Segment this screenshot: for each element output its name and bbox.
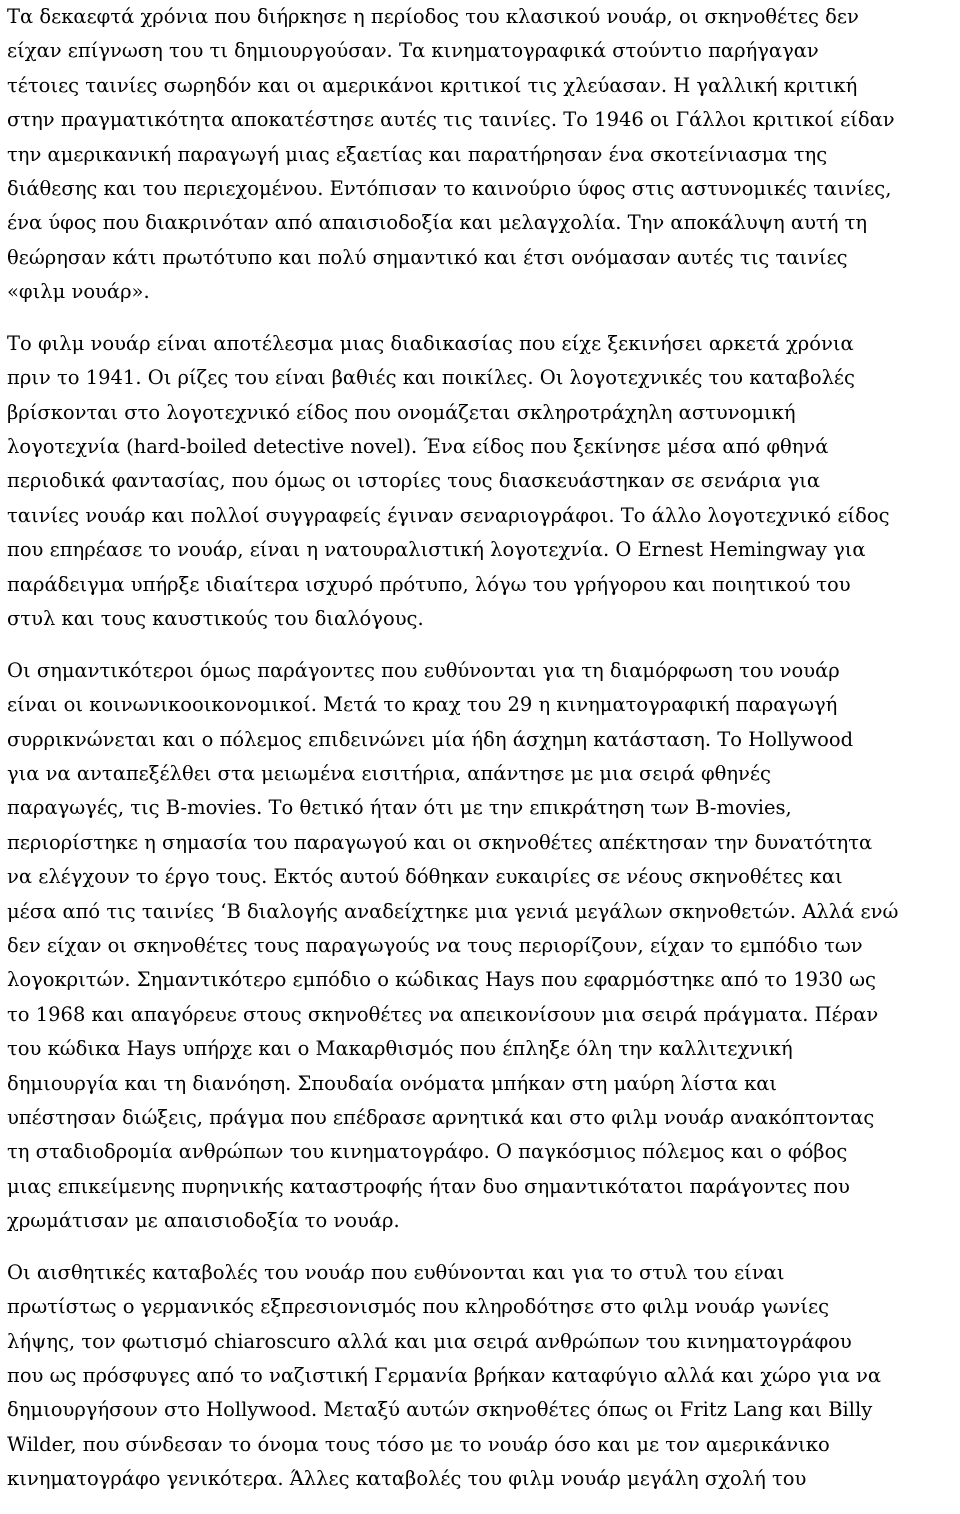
text-line: λήψης, τον φωτισμό chiaroscuro αλλά και μια σειρά ανθρώπων του κινηματογράφου [7, 1329, 852, 1353]
document-page [7, 0, 960, 1514]
text-line: περιοδικά φαντασίας, που όμως οι ιστορίες τους διασκευάστηκαν σε σενάρια για [7, 469, 821, 493]
text-line: στυλ και τους καυστικούς του διαλόγους. [7, 607, 424, 631]
text-line: που ως πρόσφυγες από το ναζιστική Γερμανία βρήκαν καταφύγιο αλλά και χώρο για να [7, 1364, 881, 1387]
text-line: μιας επικείμενης πυρηνικής καταστροφής ήταν δυο σημαντικότατοι παράγοντες που [7, 1174, 850, 1198]
text-line: χρωμάτισαν με απαισιοδοξία το νουάρ. [7, 1209, 400, 1233]
text-line: διάθεσης και του περιεχομένου. Εντόπισαν το καινούριο ύφος στις αστυνομικές ταινίες, [7, 177, 892, 201]
text-line: ταινίες νουάρ και πολλοί συγγραφείς έγιναν σεναριογράφοι. Το άλλο λογοτεχνικό είδος [7, 503, 890, 527]
text-line: ένα ύφος που διακρινόταν από απαισιοδοξία και μελαγχολία. Την αποκάλυψη αυτή τη [7, 211, 868, 235]
paragraph-1 [7, 0, 960, 310]
paragraph-4 [7, 1256, 960, 1497]
text-line: Οι αισθητικές καταβολές του νουάρ που ευθύνονται και για το στυλ του είναι [7, 1260, 785, 1284]
text-line: δημιουργία και τη διανόηση. Σπουδαία ονόματα μπήκαν στη μαύρη λίστα και [7, 1071, 778, 1095]
text-line: λογοτεχνία (hard-boiled detective novel). Ένα είδος που ξεκίνησε μέσα από φθηνά [7, 435, 829, 459]
text-line: παραγωγές, τις B-movies. Το θετικό ήταν ότι με την επικράτηση των B-movies, [7, 796, 792, 820]
text-line: πρωτίστως ο γερμανικός εξπρεσιονισμός που κληροδότησε στο φιλμ νουάρ γωνίες [7, 1295, 830, 1319]
text-line: για να ανταπεξέλθει στα μειωμένα εισιτήρια, απάντησε με μια σειρά φθηνές [7, 761, 771, 785]
text-line: κινηματογράφο γενικότερα. Άλλες καταβολές του φιλμ νουάρ μεγάλη σχολή του [7, 1467, 807, 1491]
paragraph-3 [7, 654, 960, 1239]
text-line: είναι οι κοινωνικοοικονομικοί. Μετά το κραχ του 29 η κινηματογραφική παραγωγή [7, 693, 838, 717]
text-line: δημιουργήσουν στο Hollywood. Μεταξύ αυτών σκηνοθέτες όπως οι Fritz Lang και Billy [7, 1398, 873, 1422]
text-line: τέτοιες ταινίες σωρηδόν και οι αμερικάνοι κριτικοί τις χλεύασαν. Η γαλλική κριτική [7, 73, 858, 97]
text-line: βρίσκονται στο λογοτεχνικό είδος που ονομάζεται σκληροτράχηλη αστυνομική [7, 400, 796, 424]
text-line: παράδειγμα υπήρξε ιδιαίτερα ισχυρό πρότυπο, λόγω του γρήγορου και ποιητικού του [7, 572, 851, 596]
text-line: περιορίστηκε η σημασία του παραγωγού και οι σκηνοθέτες απέκτησαν την δυνατότητα [7, 830, 873, 854]
text-line: δεν είχαν οι σκηνοθέτες τους παραγωγούς να τους περιορίζουν, είχαν το εμπόδιο των [7, 933, 863, 957]
text-line: Οι σημαντικότεροι όμως παράγοντες που ευθύνονται για τη διαμόρφωση του νουάρ [7, 658, 840, 682]
paragraph-2 [7, 327, 960, 637]
text-line: το 1968 και απαγόρευε στους σκηνοθέτες να απεικονίσουν μια σειρά πράγματα. Πέραν [7, 1002, 879, 1026]
text-line: μέσα από τις ταινίες ‘Β διαλογής αναδείχτηκε μια γενιά μεγάλων σκηνοθετών. Αλλά ενώ [7, 899, 899, 923]
text-line: να ελέγχουν το έργο τους. Εκτός αυτού δόθηκαν ευκαιρίες σε νέους σκηνοθέτες και [7, 865, 843, 889]
text-line: θεώρησαν κάτι πρωτότυπο και πολύ σημαντικό και έτσι ονόμασαν αυτές τις ταινίες [7, 245, 848, 269]
text-line: Το φιλμ νουάρ είναι αποτέλεσμα μιας διαδικασίας που είχε ξεκινήσει αρκετά χρόνια [7, 331, 854, 355]
text-line: Τα δεκαεφτά χρόνια που διήρκησε η περίοδος του κλασικού νουάρ, οι σκηνοθέτες δεν [7, 5, 859, 28]
text-line: λογοκριτών. Σημαντικότερο εμπόδιο ο κώδικας Hays που εφαρμόστηκε από το 1930 ως [7, 968, 876, 992]
text-line: συρρικνώνεται και ο πόλεμος επιδεινώνει μία ήδη άσχημη κατάσταση. Το Hollywood [7, 727, 854, 751]
text-line: «φιλμ νουάρ». [7, 280, 150, 304]
text-line: την αμερικανική παραγωγή μιας εξαετίας και παρατήρησαν ένα σκοτείνιασμα της [7, 142, 828, 166]
text-line: είχαν επίγνωση του τι δημιουργούσαν. Τα κινηματογραφικά στούντιο παρήγαγαν [7, 39, 819, 63]
text-line: τη σταδιοδρομία ανθρώπων του κινηματογράφο. Ο παγκόσμιος πόλεμος και ο φόβος [7, 1140, 848, 1164]
text-line: στην πραγματικότητα αποκατέστησε αυτές τις ταινίες. Το 1946 οι Γάλλοι κριτικοί είδαν [7, 108, 895, 132]
text-line: υπέστησαν διώξεις, πράγμα που επέδρασε αρνητικά και στο φιλμ νουάρ ανακόπτοντας [7, 1105, 875, 1129]
text-line: Wilder, που σύνδεσαν το όνομα τους τόσο με το νουάρ όσο και με τον αμερικάνικο [7, 1432, 830, 1456]
text-line: που επηρέασε το νουάρ, είναι η νατουραλιστική λογοτεχνία. Ο Ernest Hemingway για [7, 538, 866, 562]
text-line: πριν το 1941. Οι ρίζες του είναι βαθιές και ποικίλες. Οι λογοτεχνικές του καταβολές [7, 366, 855, 390]
text-line: του κώδικα Hays υπήρχε και ο Μακαρθισμός που έπληξε όλη την καλλιτεχνική [7, 1037, 793, 1061]
